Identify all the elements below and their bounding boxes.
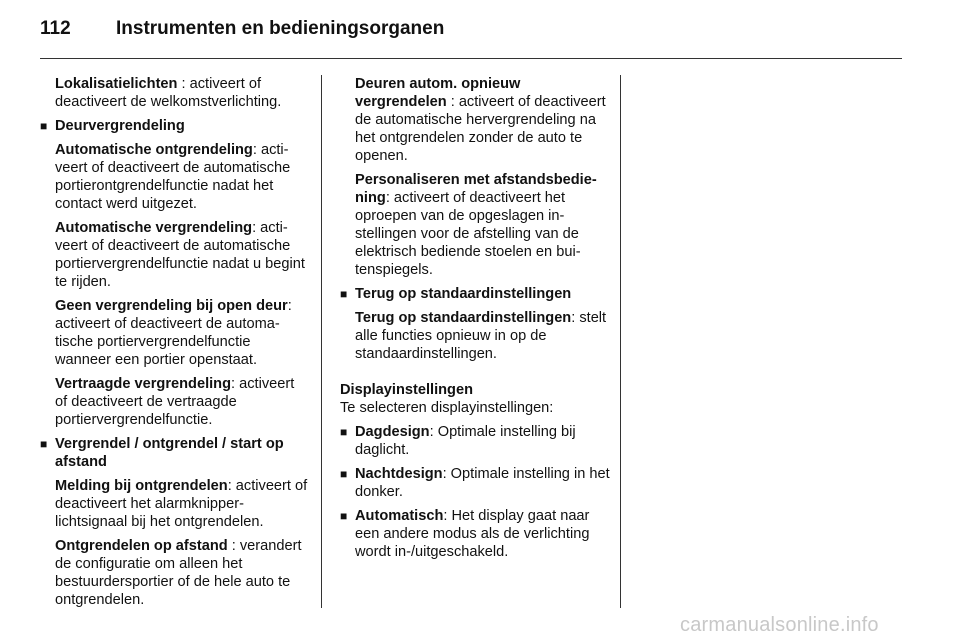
term: Lokalisatielichten [55, 76, 178, 92]
description: : verandert de configuratie om alleen het bestuurdersportier of de hele auto te ontgrendelen. [55, 538, 302, 608]
description: : activeert of deactiveert de welkomstverlichting. [55, 76, 282, 110]
watermark-text: carmanualsonline.info [680, 614, 879, 636]
description: : Optimale instelling bij daglicht. [355, 424, 576, 458]
bullet-item [340, 465, 610, 501]
term: Automatisch [355, 508, 444, 524]
page-header [40, 18, 444, 40]
term: Ontgrendelen op afstand [55, 538, 228, 554]
term: Nachtdesign [355, 466, 443, 482]
paragraph [40, 141, 308, 213]
description: : activeert of deactiveert het alarmknipperlichtsignaal bij het ontgrendelen. [55, 478, 308, 530]
section-intro: Te selecteren displayinstellingen: [340, 400, 554, 416]
paragraph [340, 171, 610, 279]
section-heading: Displayinstellingen [340, 382, 473, 398]
column-divider [321, 75, 322, 608]
term: Personaliseren met afstandsbediening [355, 172, 597, 206]
bullet-icon: ■ [340, 425, 348, 439]
description: : Optimale instelling in het donker. [355, 466, 610, 500]
page-number: 112 [40, 18, 71, 39]
bullet-heading: Deurvergrendeling [55, 118, 185, 134]
column-divider [620, 75, 621, 608]
bullet-heading: Vergrendel / ontgrendel / start op afstand [55, 436, 284, 470]
spacer [340, 369, 610, 381]
description: : activeert of deactiveert de automatische portierontgrendelfunctie nadat het contact werd uitgezet. [55, 142, 291, 212]
bullet-item [40, 117, 308, 135]
bullet-icon: ■ [40, 437, 48, 451]
paragraph [40, 375, 308, 429]
paragraph [340, 309, 610, 363]
description: : activeert of deactiveert de vertraagde portiervergrendelfunctie. [55, 376, 295, 428]
term: Dagdesign [355, 424, 430, 440]
left-column [40, 75, 308, 615]
description: : activeert of deactiveert het oproepen van de opgeslagen instellingen voor de afstelling van de elektrisch bediende stoelen en buitenspiegels. [355, 190, 581, 278]
term: Vertraagde vergrendeling [55, 376, 232, 392]
term: Deuren autom. opnieuw vergrendelen [355, 76, 521, 110]
description: : stelt alle functies opnieuw in op de standaardinstellingen. [355, 310, 607, 362]
bullet-icon: ■ [340, 287, 348, 301]
bullet-item [340, 507, 610, 561]
description: : activeert of deactiveert de automatische portiervergrendelfunctie nadat u begint te rijden. [55, 220, 305, 290]
bullet-icon: ■ [340, 509, 348, 523]
term: Terug op standaardinstellingen [355, 310, 572, 326]
middle-column [340, 75, 610, 567]
paragraph [40, 477, 308, 531]
bullet-icon: ■ [40, 119, 48, 133]
section-heading-line [340, 381, 610, 399]
paragraph [40, 537, 308, 609]
description: : activeert of deactiveert de automatische hervergrendeling na het ontgrendelen zonder de auto te openen. [355, 94, 606, 164]
description: : activeert of deactiveert de automatische portiervergrendelfunctie wanneer een portier openstaat. [55, 298, 292, 368]
bullet-icon: ■ [340, 467, 348, 481]
term: Automatische ontgrendeling [55, 142, 253, 158]
header-rule [40, 58, 902, 59]
paragraph [40, 297, 308, 369]
term: Automatische vergrendeling [55, 220, 253, 236]
term: Geen vergrendeling bij open deur [55, 298, 288, 314]
bullet-heading: Terug op standaardinstellingen [355, 286, 572, 302]
bullet-item [340, 285, 610, 303]
paragraph [340, 75, 610, 165]
description: : Het display gaat naar een andere modus als de verlichting wordt in-/uitgeschakeld. [355, 508, 590, 560]
paragraph [40, 219, 308, 291]
term: Melding bij ontgrendelen [55, 478, 228, 494]
bullet-item [340, 423, 610, 459]
bullet-item [40, 435, 308, 471]
page-title: Instrumenten en bedieningsorganen [116, 18, 445, 39]
paragraph [40, 75, 308, 111]
